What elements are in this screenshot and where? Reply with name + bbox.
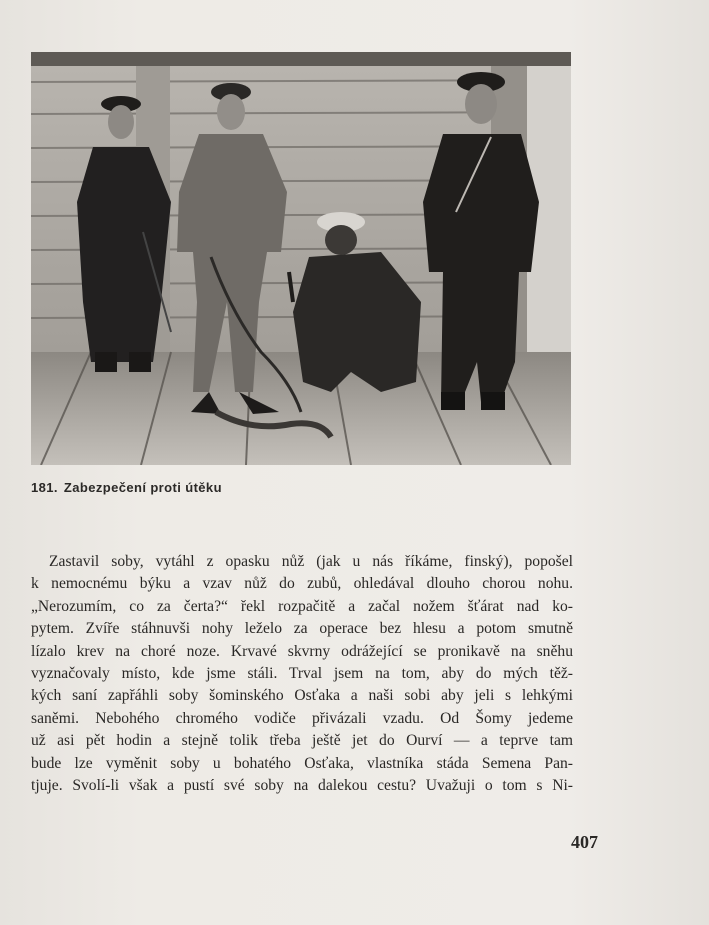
text-line: lízalo krev na choré noze. Krvavé skvrny odrážející se pronikavě na sněhu	[31, 642, 573, 660]
body-paragraph	[31, 551, 573, 797]
text-line: pytem. Zvíře stáhnuvši nohy leželo za operace bez hlesu a potom smutně	[31, 620, 573, 638]
text-line: kých saní zapřáhli soby šominského Osťaka a naši sobi aby jeli s lehkými	[31, 687, 573, 705]
roof-edge	[31, 52, 571, 66]
figure-number: 181.	[31, 480, 58, 495]
text-line: k nemocnému býku a vzav nůž do zubů, ohledával dlouho chorou nohu.	[31, 575, 573, 593]
figure-caption-text: Zabezpečení proti útěku	[63, 480, 222, 495]
text-line: tjuje. Svolí-li však a pustí své soby na dalekou cestu? Uvažuji o tom s Ni-	[31, 776, 573, 794]
text-line: bude lze vyměnit soby u bohatého Osťaka, vlastníka stáda Semena Pan-	[31, 754, 573, 772]
text-line: vyznačovaly místo, kde jsme stáli. Trval jsem na tom, aby do mých těž-	[31, 664, 573, 682]
text-line: už asi pět hodin a stejně tolik třeba ještě jet do Ourví — a teprve tam	[31, 732, 573, 750]
text-line: „Nerozumím, co za čerta?“ řekl rozpačitě a začal nožem šťárat nad ko-	[31, 597, 573, 615]
photo-illustration	[31, 52, 571, 465]
page-number: 407	[571, 832, 598, 852]
figure-caption	[31, 480, 222, 495]
historical-photograph	[31, 52, 571, 465]
text-line: Zastavil soby, vytáhl z opasku nůž (jak u nás říkáme, finský), popošel	[49, 553, 573, 570]
text-line: saněmi. Nebohého chromého vodiče přivázali vzadu. Od Šomy jedeme	[31, 709, 573, 727]
